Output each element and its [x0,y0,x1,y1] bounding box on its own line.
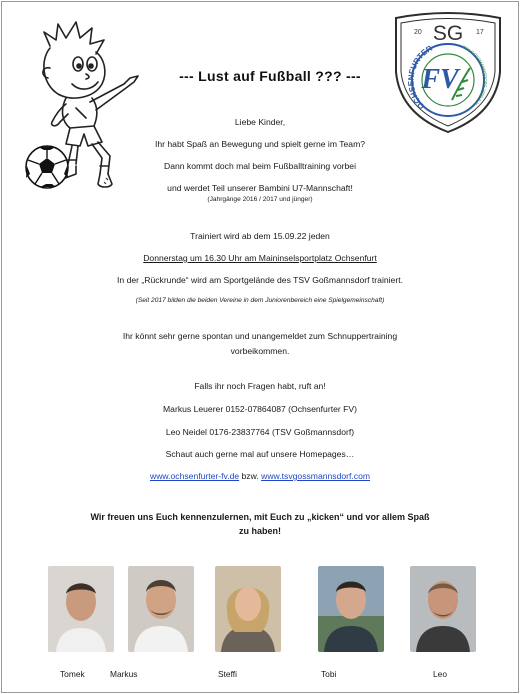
link-ochsenfurter-fv[interactable]: www.ochsenfurter-fv.de [149,471,240,481]
intro-line-team: Ihr habt Spaß an Bewegung und spielt gerne im Team? [154,139,366,149]
coach-photo-steffi [215,566,281,652]
invite-line-1: Ihr könnt sehr gerne spontan und unangemeldet zum Schnuppertraining [122,331,398,341]
coach-name-markus: Markus [110,669,138,679]
coach-photo-markus [128,566,194,652]
coach-name-tobi: Tobi [321,669,337,679]
person-avatar-icon [318,566,384,652]
intro-line-bambini: und werdet Teil unserer Bambini U7-Mannschaft! [167,183,353,193]
age-groups-note: (Jahrgänge 2016 / 2017 und jünger) [207,196,313,203]
partnership-note: (Seit 2017 bilden die beiden Vereine in dem Juniorenbereich eine Spielgemeinschaft) [135,297,385,304]
training-start: Trainiert wird ab dem 15.09.22 jeden [190,231,330,241]
logo-arc-left: OCHSENFURTER [406,43,434,111]
training-schedule: Donnerstag um 16.30 Uhr am Maininselsportplatz Ochsenfurt [143,253,377,263]
homepages-hint: Schaut auch gerne mal auf unsere Homepages… [165,449,355,459]
page-title: --- Lust auf Fußball ??? --- [179,68,361,84]
closing-line-1: Wir freuen uns Euch kennenzulernen, mit Euch zu „kicken“ und vor allem Spaß [90,512,430,522]
closing-line-2: zu haben! [239,526,281,536]
rueckrunde-info: In der „Rückrunde“ wird am Sportgelände des TSV Goßmannsdorf trainiert. [117,275,403,285]
contact-intro: Falls ihr noch Fragen habt, ruft an! [194,381,326,391]
greeting: Liebe Kinder, [234,117,286,127]
link-tsv-gossmannsdorf[interactable]: www.tsvgossmannsdorf.com [261,471,371,481]
coach-name-steffi: Steffi [218,669,237,679]
person-avatar-icon [128,566,194,652]
coach-photo-tobi [318,566,384,652]
logo-year-right: 17 [476,29,484,36]
logo-sg-text: SG [432,22,464,45]
coach-photo-leo [410,566,476,652]
coach-photo-tomek [48,566,114,652]
contact-markus: Markus Leuerer 0152-07864087 (Ochsenfurter FV) [163,404,357,414]
links-separator: bzw. [241,471,259,481]
coach-name-tomek: Tomek [60,669,85,679]
person-avatar-icon [48,566,114,652]
contact-leo: Leo Neidel 0176-23837764 (TSV Goßmannsdorf) [165,427,355,437]
invite-line-2: vorbeikommen. [230,346,290,356]
logo-year-left: 20 [414,29,422,36]
coach-name-leo: Leo [433,669,447,679]
logo-fv-letters: FV [421,64,459,95]
intro-line-training: Dann kommt doch mal beim Fußballtraining vorbei [163,161,356,171]
homepage-links [0,471,520,482]
person-avatar-icon [410,566,476,652]
person-avatar-icon [215,566,281,652]
logo-arc-right: TSV GOSSMANNSDORF 1920 E.V. [461,44,489,107]
